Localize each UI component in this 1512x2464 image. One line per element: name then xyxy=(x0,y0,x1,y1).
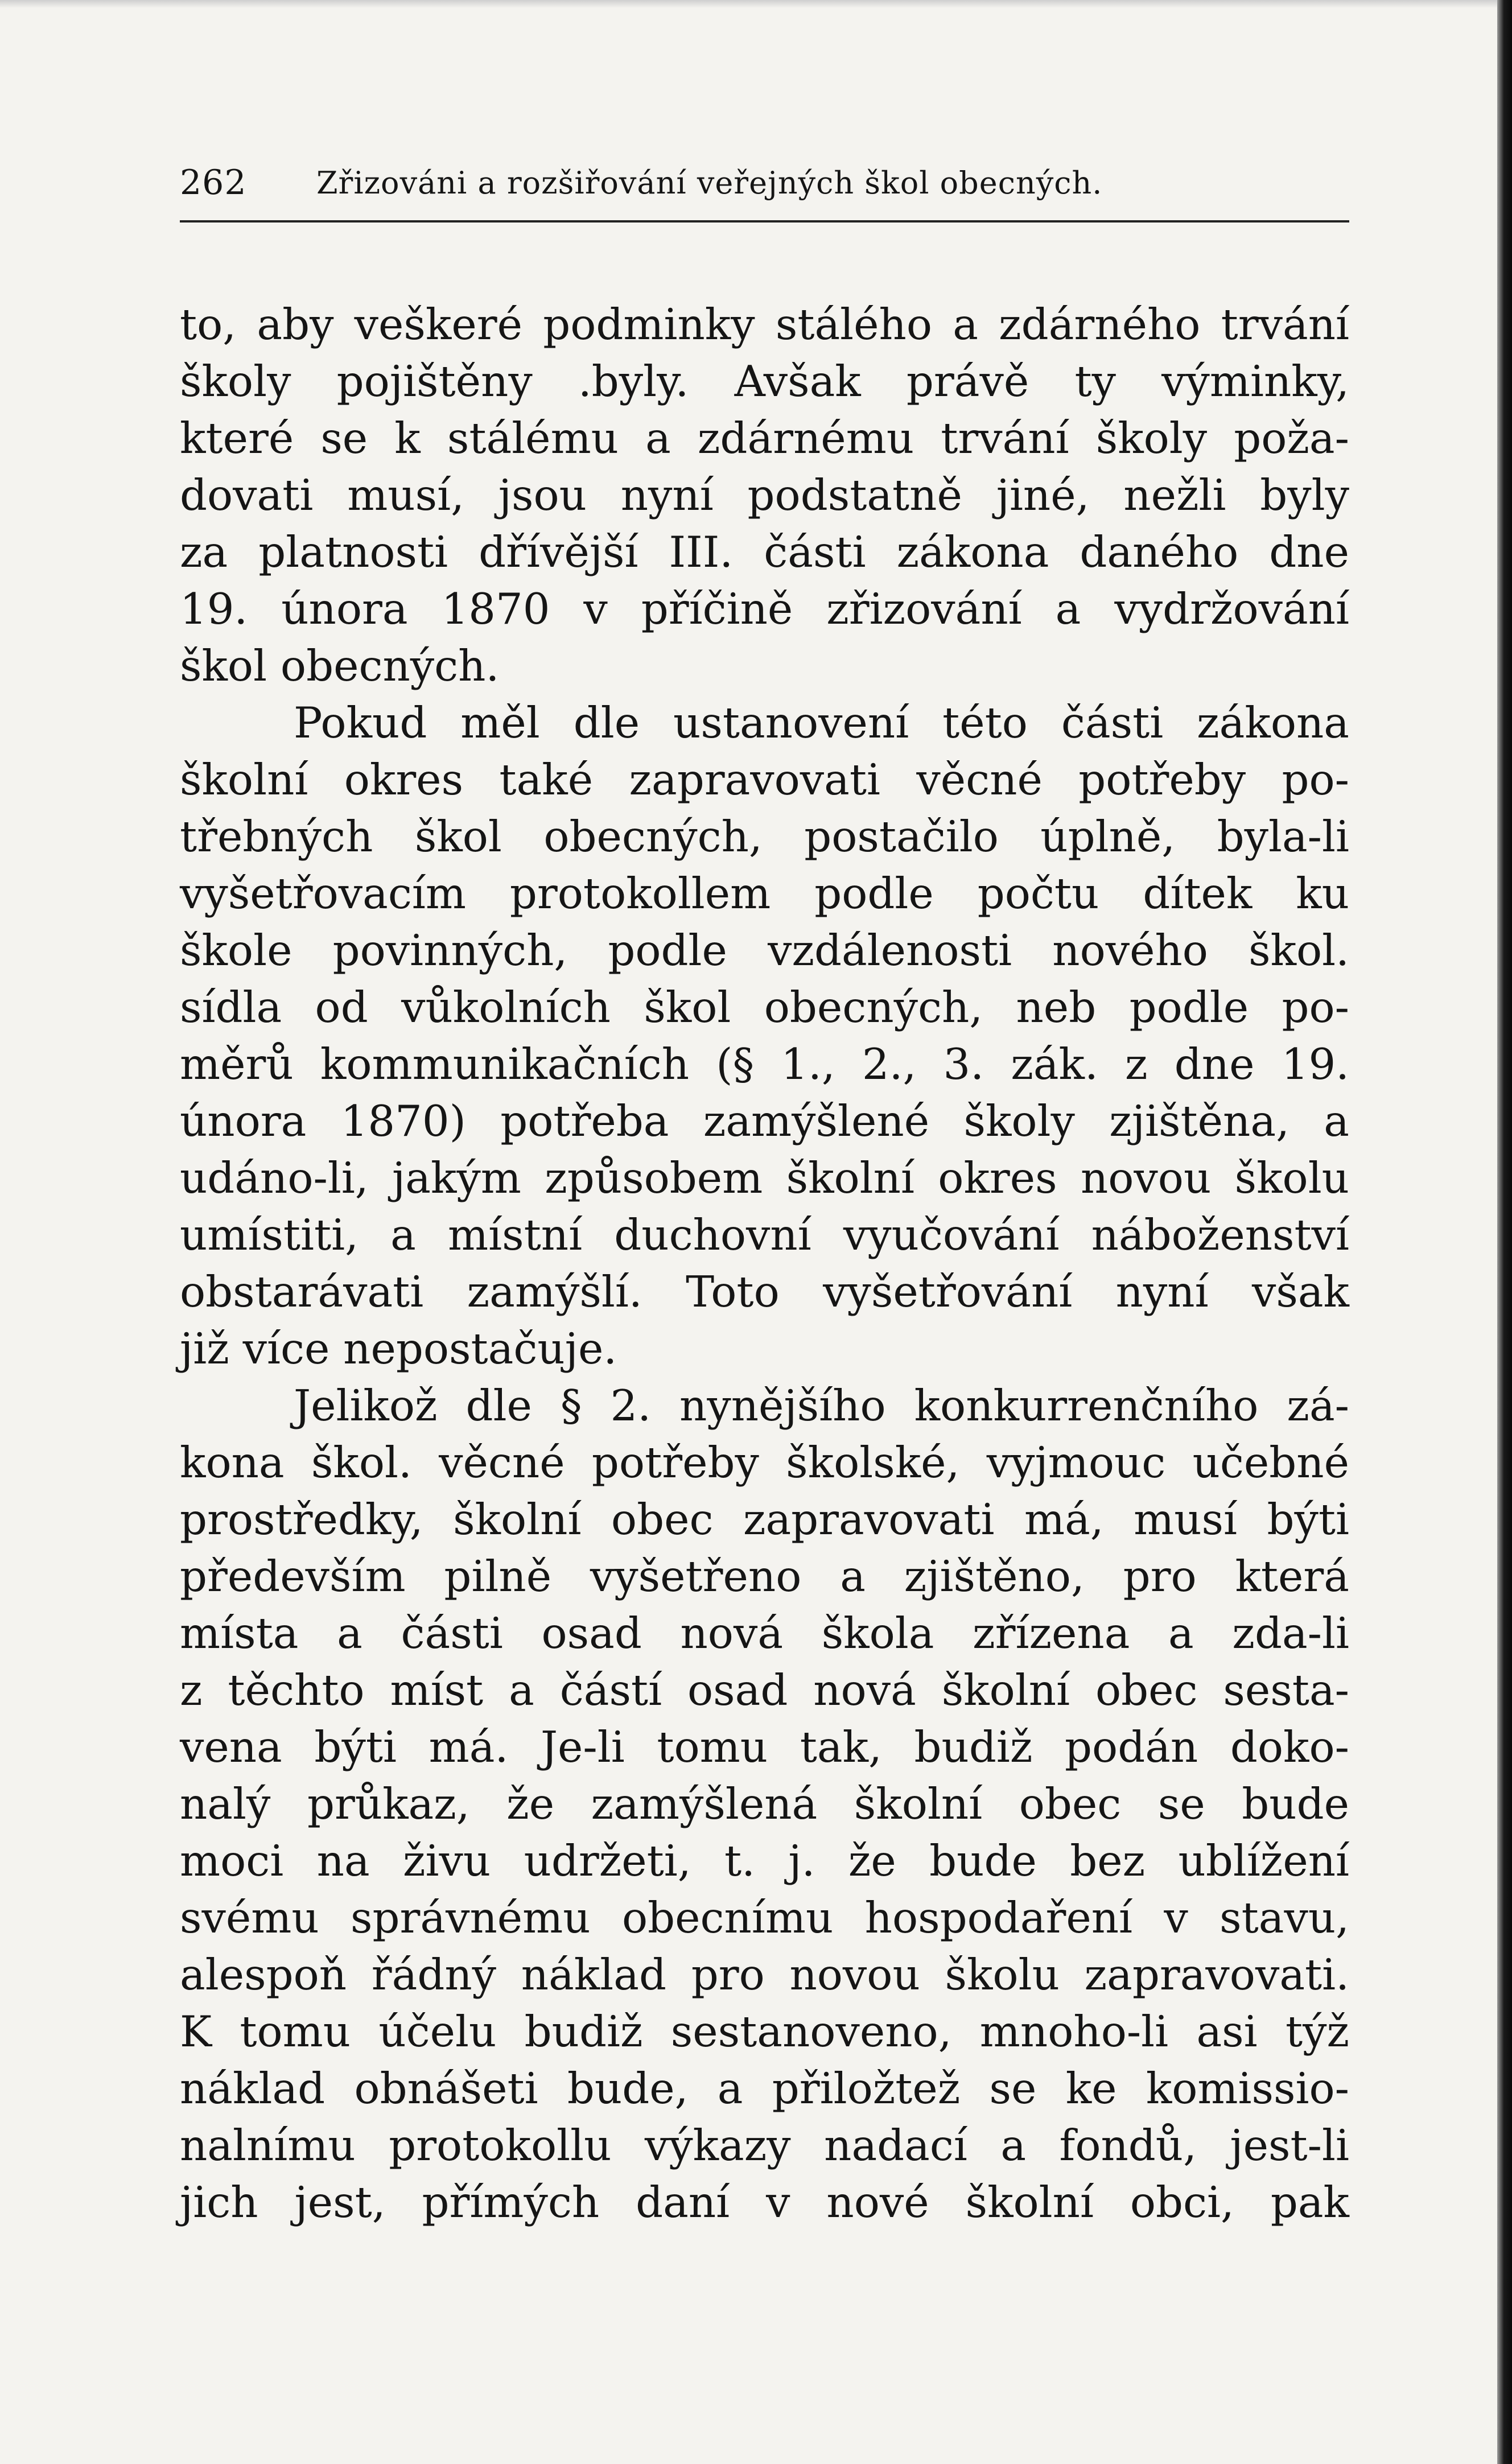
body-text xyxy=(180,296,1349,2231)
text-line: škol obecných. xyxy=(180,641,500,691)
text-line: umístiti, a místní duchovní vyučování náboženství xyxy=(180,1210,1349,1260)
text-line: nalnímu protokollu výkazy nadací a fondů, jest-li xyxy=(180,2120,1349,2170)
text-line: alespoň řádný náklad pro novou školu zapravovati. xyxy=(180,1950,1349,2000)
text-line: 19. února 1870 v příčině zřizování a vydržování xyxy=(180,584,1349,634)
text-line: svému správnému obecnímu hospodaření v stavu, xyxy=(180,1893,1349,1943)
running-title: Zřizováni a rozšiřování veřejných škol obecných. xyxy=(316,165,1103,201)
page-number: 262 xyxy=(180,163,247,203)
text-line: prostředky, školní obec zapravovati má, musí býti xyxy=(180,1494,1349,1544)
text-line: dovati musí, jsou nyní podstatně jiné, nežli byly xyxy=(180,470,1349,520)
text-line: sídla od vůkolních škol obecných, neb podle po- xyxy=(180,982,1349,1032)
text-line: to, aby veškeré podminky stálého a zdárného trvání xyxy=(180,299,1349,349)
text-line: především pilně vyšetřeno a zjištěno, pro která xyxy=(180,1551,1349,1601)
text-line: třebných škol obecných, postačilo úplně, byla-li xyxy=(180,811,1349,862)
text-line: jich jest, přímých daní v nové školní obci, pak xyxy=(180,2177,1349,2227)
text-line: obstarávati zamýšlí. Toto vyšetřování nyní však xyxy=(180,1267,1349,1317)
paragraph-start: Pokud měl dle ustanovení této části zákona xyxy=(294,698,1349,748)
text-line: vyšetřovacím protokollem podle počtu dítek ku xyxy=(180,868,1349,918)
text-line: které se k stálému a zdárnému trvání školy poža- xyxy=(180,413,1349,463)
text-line: školy pojištěny .byly. Avšak právě ty výminky, xyxy=(180,356,1349,406)
text-line: moci na živu udržeti, t. j. že bude bez ublížení xyxy=(180,1836,1349,1886)
text-line: nalý průkaz, že zamýšlená školní obec se bude xyxy=(180,1779,1349,1829)
text-line: za platnosti dřívější III. části zákona daného dne xyxy=(180,527,1349,577)
paragraph-start: Jelikož dle § 2. nynějšího konkurrenčního zá- xyxy=(294,1381,1349,1431)
scan-edge xyxy=(1497,0,1512,2464)
text-line: února 1870) potřeba zamýšlené školy zjištěna, a xyxy=(180,1096,1349,1146)
text-line: místa a části osad nová škola zřízena a zda-li xyxy=(180,1608,1349,1658)
text-line: K tomu účelu budiž sestanoveno, mnoho-li asi týž xyxy=(180,2006,1349,2057)
text-line: udáno-li, jakým způsobem školní okres novou školu xyxy=(180,1153,1349,1203)
scan-top-shadow xyxy=(0,0,1512,8)
text-line: kona škol. věcné potřeby školské, vyjmouc učebné xyxy=(180,1437,1349,1488)
text-line: vena býti má. Je-li tomu tak, budiž podán doko- xyxy=(180,1722,1349,1772)
text-line: z těchto míst a částí osad nová školní obec sesta- xyxy=(180,1665,1349,1715)
text-line: náklad obnášeti bude, a přiložtež se ke komissio- xyxy=(180,2063,1349,2113)
header-rule xyxy=(180,220,1349,222)
text-line: již více nepostačuje. xyxy=(180,1324,617,1374)
text-line: měrů kommunikačních (§ 1., 2., 3. zák. z dne 19. xyxy=(180,1039,1349,1089)
text-line: školní okres také zapravovati věcné potřeby po- xyxy=(180,755,1349,805)
page-header xyxy=(180,159,1349,211)
text-line: škole povinných, podle vzdálenosti nového škol. xyxy=(180,925,1349,975)
